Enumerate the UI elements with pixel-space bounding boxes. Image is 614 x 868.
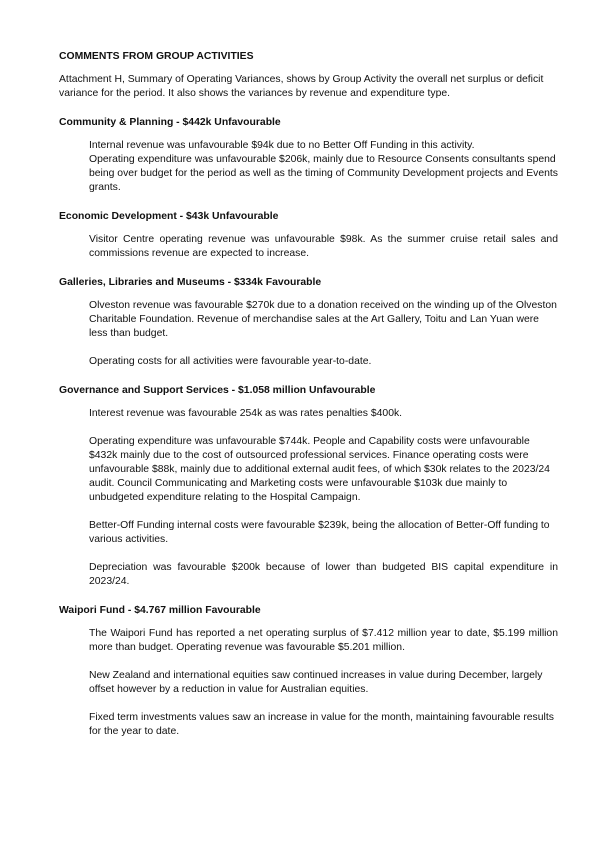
section-body [59,407,558,589]
section-text: Operating expenditure was unfavourable $744k. People and Capability costs were unfavourable $432k mainly due to the cost of outsourced professional services. Finance operating costs were unfavourable $88k, mainly due to additional external audit fees, of which $30k relates to the 2023/24 audit. Council Communicating and Marketing costs were unfavourable $103k due mainly to unbudgeted expenditure relating to the Hospital Campaign. [89,436,550,503]
section-text: Depreciation was favourable $200k because of lower than budgeted BIS capital expenditure in 2023/24. [89,562,558,587]
section-body [59,139,558,195]
section-heading: Economic Development - $43k Unfavourable [59,211,279,222]
document-title: COMMENTS FROM GROUP ACTIVITIES [59,51,254,62]
section-text: New Zealand and international equities saw continued increases in value during December, largely offset however by a reduction in value for Australian equities. [89,670,543,695]
section-text: Better-Off Funding internal costs were favourable $239k, being the allocation of Better-Off funding to various activities. [89,520,550,545]
section-text: Visitor Centre operating revenue was unfavourable $98k. As the summer cruise retail sales and commissions revenue are expected to increase. [89,234,558,259]
section-governance-support [59,384,558,589]
section-waipori-fund [59,604,558,739]
section-text: Operating expenditure was unfavourable $206k, mainly due to Resource Consents consultants spend being over budget for the period as well as the timing of Community Development projects and Events grants. [89,154,558,193]
section-text: Interest revenue was favourable 254k as was rates penalties $400k. [89,408,403,419]
intro-paragraph: Attachment H, Summary of Operating Variances, shows by Group Activity the overall net surplus or deficit variance for the period. It also shows the variances by revenue and expenditure type. [59,74,544,99]
section-economic-development [59,210,558,261]
section-heading: Waipori Fund - $4.767 million Favourable [59,605,261,616]
section-body [59,233,558,261]
section-body [59,299,558,369]
section-text: Internal revenue was unfavourable $94k due to no Better Off Funding in this activity. [89,140,475,151]
section-community-planning [59,116,558,195]
section-text: The Waipori Fund has reported a net operating surplus of $7.412 million year to date, $5.199 million more than budget. Operating revenue was favourable $5.201 million. [89,628,558,653]
section-body [59,627,558,739]
section-heading: Community & Planning - $442k Unfavourable [59,117,281,128]
section-text: Olveston revenue was favourable $270k due to a donation received on the winding up of the Olveston Charitable Foundation. Revenue of merchandise sales at the Art Gallery, Toitu and Lan Yuan were less than budget. [89,300,557,339]
section-galleries-libraries-museums [59,276,558,369]
section-text: Operating costs for all activities were favourable year-to-date. [89,356,372,367]
section-heading: Galleries, Libraries and Museums - $334k Favourable [59,277,322,288]
section-heading: Governance and Support Services - $1.058 million Unfavourable [59,385,376,396]
section-text: Fixed term investments values saw an increase in value for the month, maintaining favourable results for the year to date. [89,712,554,737]
